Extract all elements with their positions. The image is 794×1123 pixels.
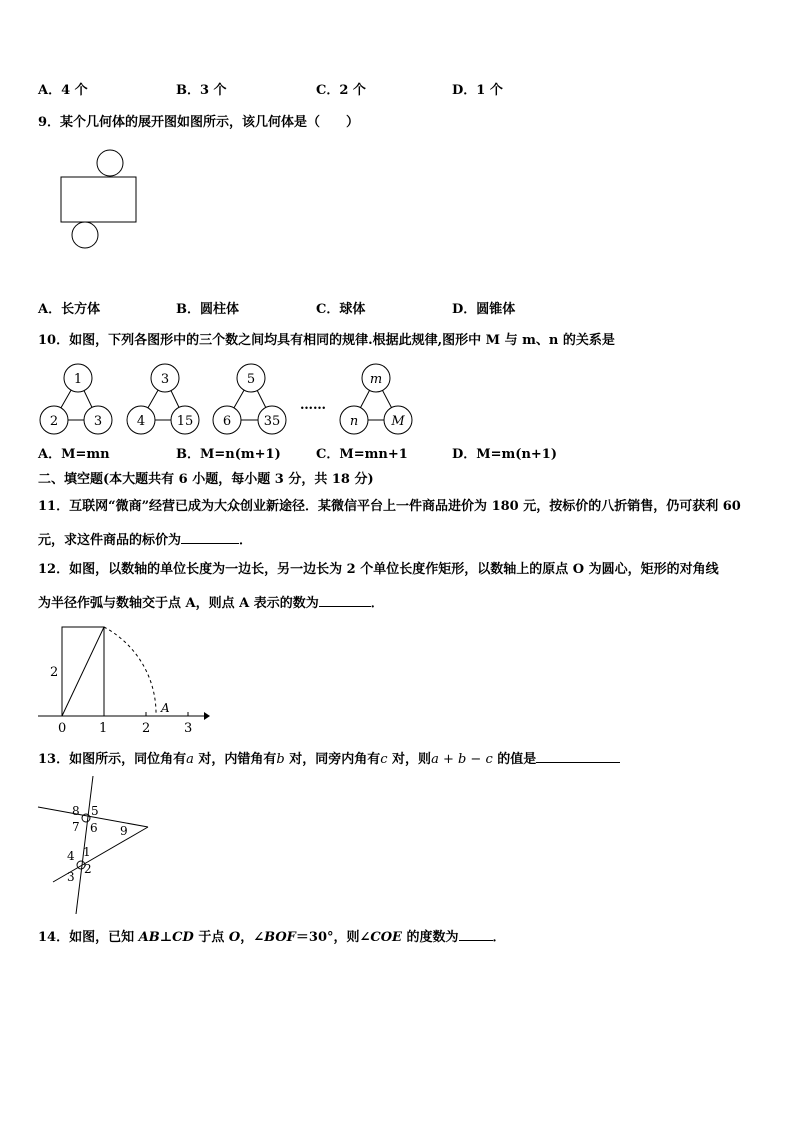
- angle-3: 3: [67, 870, 75, 884]
- fig3-right: 35: [263, 414, 281, 429]
- q14-stem: 14．如图，已知 AB⊥CD 于点 O，∠BOF＝30°，则∠COE 的度数为 ．: [38, 926, 506, 947]
- q10-option-c: C．M=mn+1: [316, 447, 408, 462]
- q11-line-2: 元，求这件商品的标价为 ．: [38, 529, 252, 550]
- angle-9: 9: [120, 824, 128, 838]
- height-label: 2: [50, 665, 59, 680]
- point-a-label: A: [161, 701, 170, 715]
- fig2-right: 15: [176, 414, 194, 429]
- q8-option-d: D．1 个: [452, 83, 503, 98]
- fig3-left: 6: [222, 414, 232, 429]
- fig3-top: 5: [246, 372, 256, 387]
- section-2-heading: 二、填空题(本大题共有 6 小题，每小题 3 分，共 18 分): [38, 472, 374, 487]
- tick-2: 2: [142, 721, 151, 736]
- q9-option-b: B．圆柱体: [176, 302, 239, 317]
- fig1-left: 2: [49, 414, 59, 429]
- fig4-top: m: [369, 372, 383, 387]
- angle-1: 1: [83, 845, 91, 859]
- q12-line-1: 12．如图，以数轴的单位长度为一边长，另一边长为 2 个单位长度作矩形，以数轴上的原点 O 为圆心，矩形的对角线: [38, 562, 719, 577]
- axis-arrow: [204, 712, 210, 720]
- fig1-top: 1: [73, 372, 83, 387]
- q10-option-a: A．M=mn: [38, 447, 110, 462]
- fig2-left: 4: [136, 414, 146, 429]
- q9-option-a: A．长方体: [38, 302, 101, 317]
- q10-ellipsis: ……: [300, 398, 326, 413]
- q10-figures: [36, 362, 421, 437]
- q13-answer-blank[interactable]: [536, 748, 620, 763]
- net-top-circle: [97, 150, 123, 176]
- diagonal: [62, 627, 104, 716]
- tick-3: 3: [184, 721, 193, 736]
- q9-option-d: D．圆锥体: [452, 302, 516, 317]
- fig1-right: 3: [93, 414, 103, 429]
- net-bottom-circle: [72, 222, 98, 248]
- q10-option-d: D．M=m(n+1): [452, 447, 558, 462]
- net-rectangle: [61, 177, 136, 222]
- q9-net-figure: [55, 148, 145, 253]
- q10-figure-3: [213, 364, 286, 434]
- q10-stem: 10．如图，下列各图形中的三个数之间均具有相同的规律.根据此规律,图形中 M 与 m、n 的关系是: [38, 333, 615, 348]
- angle-5: 5: [91, 804, 99, 818]
- q10-figure-1: [40, 364, 112, 434]
- angle-8: 8: [72, 804, 80, 818]
- q13-stem: 13．如图所示，同位角有a 对，内错角有b 对，同旁内角有c 对，则a + b − c 的值是: [38, 748, 620, 769]
- fig4-right: M: [391, 414, 405, 429]
- q12-line-2: 为半径作弧与数轴交于点 A，则点 A 表示的数为 ．: [38, 592, 384, 613]
- angle-7: 7: [72, 820, 80, 834]
- fig4-left: n: [349, 414, 359, 429]
- angle-2: 2: [84, 862, 92, 876]
- q9-stem: 9．某个几何体的展开图如图所示，该几何体是（ ）: [38, 115, 360, 130]
- q8-option-c: C．2 个: [316, 83, 366, 98]
- q8-option-a: A．4 个: [38, 83, 88, 98]
- q12-number-line-figure: [36, 622, 211, 734]
- dashed-arc: [104, 627, 156, 716]
- q12-answer-blank[interactable]: [319, 592, 371, 607]
- tick-1: 1: [99, 721, 108, 736]
- q14-answer-blank[interactable]: [459, 926, 493, 941]
- q10-option-b: B．M=n(m+1): [176, 447, 281, 462]
- q10-figure-4: [340, 364, 412, 434]
- fig2-top: 3: [160, 372, 170, 387]
- q8-option-b: B．3 个: [176, 83, 227, 98]
- tick-0: 0: [58, 721, 67, 736]
- q10-figure-2: [127, 364, 199, 434]
- q11-answer-blank[interactable]: [181, 529, 239, 544]
- angle-6: 6: [90, 821, 98, 835]
- q11-line-1: 11．互联网“微商”经营已成为大众创业新途径．某微信平台上一件商品进价为 180 元，按标价的八折销售，仍可获利 60: [38, 499, 741, 514]
- q9-option-c: C．球体: [316, 302, 366, 317]
- q13-angle-figure: [36, 772, 156, 917]
- angle-4: 4: [67, 849, 75, 863]
